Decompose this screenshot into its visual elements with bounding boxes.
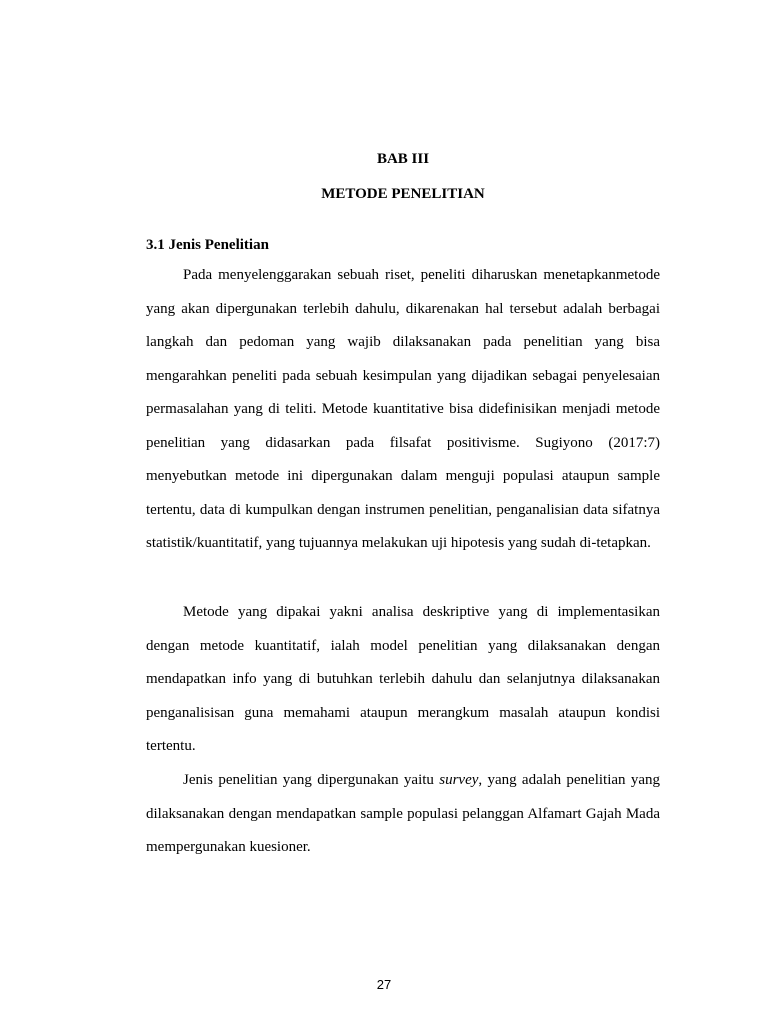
chapter-title: METODE PENELITIAN: [321, 186, 485, 202]
paragraph-3: [146, 764, 660, 865]
paragraph-1: Pada menyelenggarakan sebuah riset, peneliti diharuskan menetapkanmetode yang akan dipergunakan terlebih dahulu, dikarenakan hal tersebut adalah berbagai langkah dan pedoman yang wajib dilaksanakan pada penelitian yang bisa mengarahkan peneliti pada sebuah kesimpulan yang dijadikan sebagai penyelesaian permasalahan yang di teliti. Metode kuantitative bisa didefinisikan menjadi metode penelitian yang didasarkan pada filsafat positivisme. Sugiyono (2017:7) menyebutkan metode ini dipergunakan dalam menguji populasi ataupun sample tertentu, data di kumpulkan dengan instrumen penelitian, penganalisian data sifatnya statistik/kuantitatif, yang tujuannya melakukan uji hipotesis yang sudah di-tetapkan.: [146, 267, 660, 551]
paragraph-2: Metode yang dipakai yakni analisa deskriptive yang di implementasikan dengan metode kuantitatif, ialah model penelitian yang dilaksanakan dengan mendapatkan info yang di butuhkan terlebih dahulu dan selanjutnya dilaksanakan penganalisisan guna memahami ataupun merangkum masalah ataupun kondisi tertentu.: [146, 604, 660, 754]
paragraph-3-text-after: , yang adalah penelitian yang dilaksanakan dengan mendapatkan sample populasi pelanggan Alfamart Gajah Mada mempergunakan kuesioner.: [146, 772, 660, 855]
paragraph-3-italic-term: survey: [439, 772, 479, 788]
chapter-number: BAB III: [376, 151, 430, 167]
page-number: 27: [376, 977, 392, 992]
section-heading: 3.1 Jenis Penelitian: [146, 237, 269, 253]
paragraph-3-text-before: Jenis penelitian yang dipergunakan yaitu: [183, 772, 440, 788]
